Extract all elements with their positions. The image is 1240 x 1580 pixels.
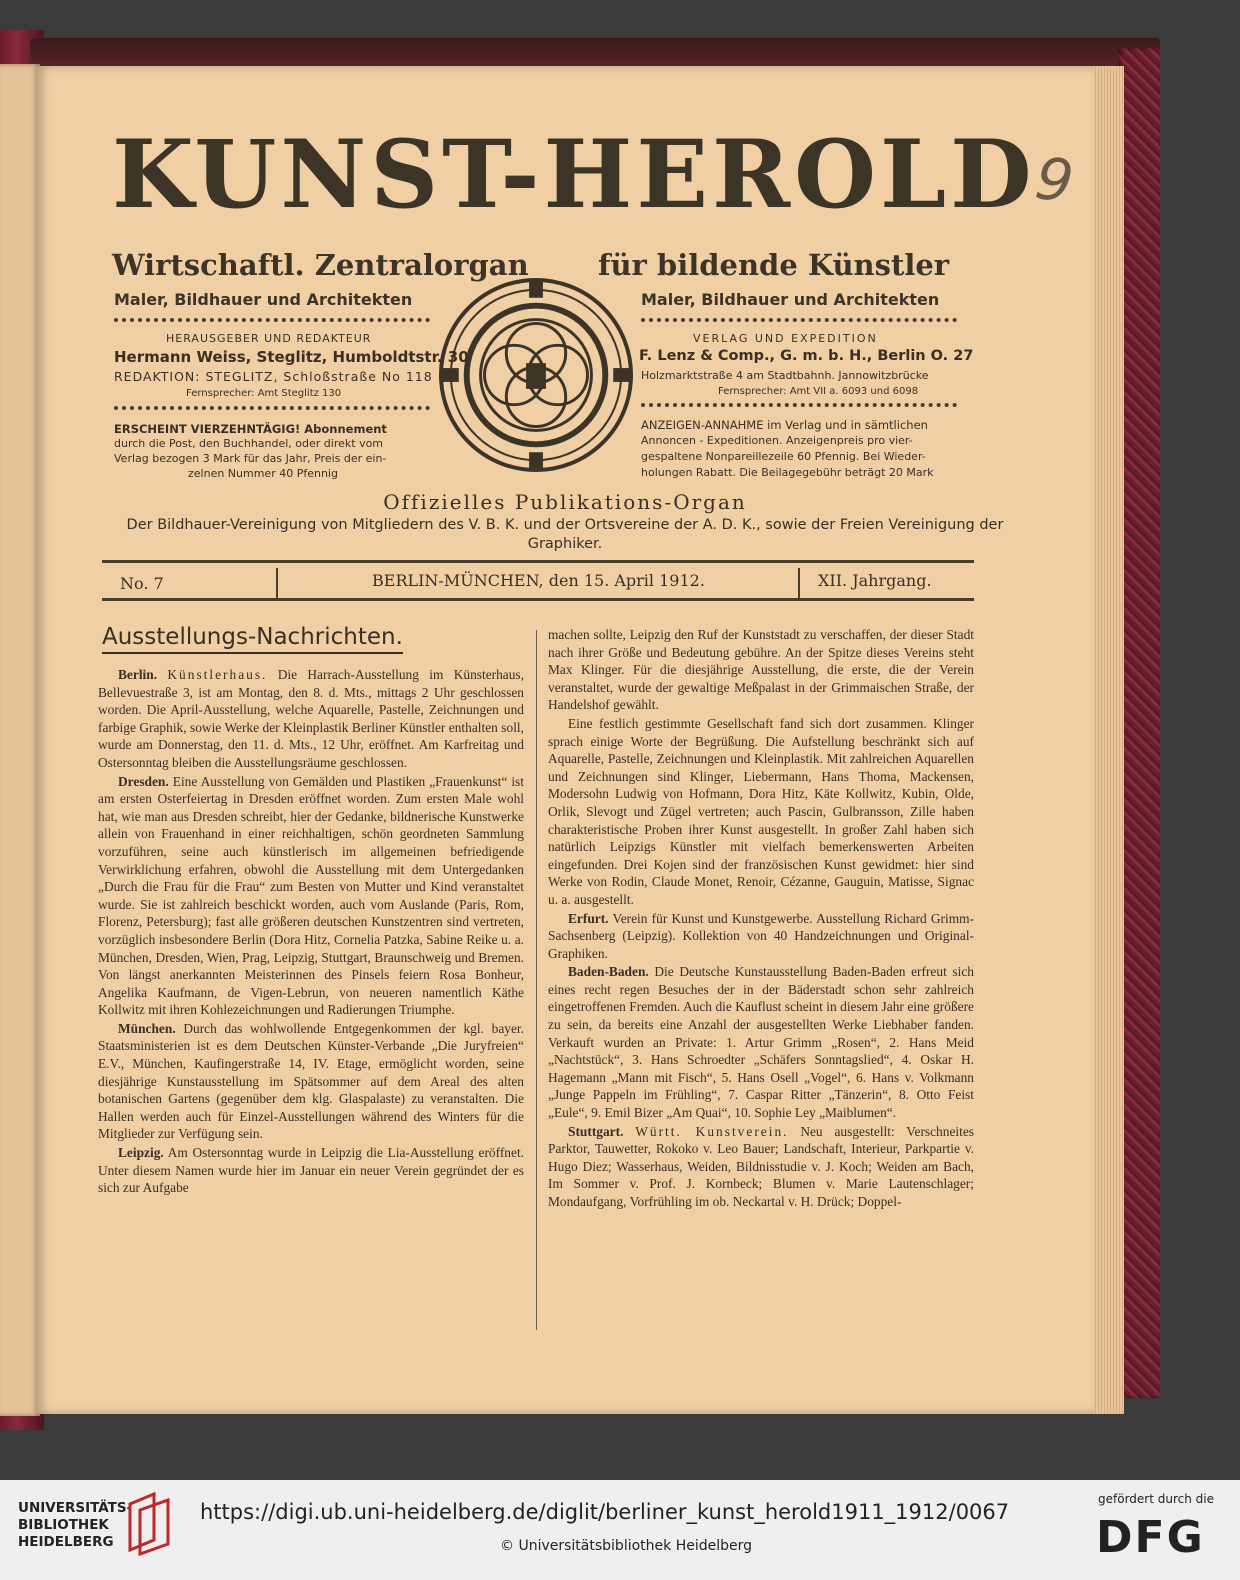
subscription-line: ERSCHEINT VIERZEHNTÄGIG! Abonnement	[114, 422, 387, 436]
left-page-edge	[0, 64, 40, 1416]
subtitle-right: für bildende Künstler	[598, 248, 950, 282]
pencil-page-number: 9	[1031, 143, 1078, 217]
article-city: Berlin.	[118, 667, 158, 682]
subscription-line: durch die Post, den Buchhandel, oder direkt vom	[114, 437, 384, 450]
issue-divider	[276, 568, 278, 598]
book-binding-right	[1118, 48, 1160, 1398]
article-text: Eine Ausstellung von Gemälden und Plastiken „Frauenkunst“ ist am ersten Osterfeiertag in Dresden eröffnet worden. Zum ersten Male wohl hat, wie man aus Dresden schreibt, hier der Gedanke, bildnerische Kunstwerke allein von Frauenhand in einer reichhaltigen, schön geordneten Sammlung vorzuführen, seine auch künstlerisch im allgemeinen befriedigende Verwirklichung erfahren, obwohl die Ausstellung mit dem Untergedanken „Durch die Frau für die Frau“ zum Besten von Mutter und Kind veranstaltet wurde. Sie ist zahlreich beschickt worden, auch vom Auslande (Paris, Rom, Florenz, Petersburg); fast alle größeren deutschen Kunstzentren sind vertreten, vorzüglich insbesondere Berlin (Dora Hitz, Cornelia Patzka, Sabine Reike u. a. München, Dresden, Wien, Prag, Leipzig, Stuttgart, Braunschweig und Bremen. Von längst anerkannten Meisterinnen des Pinsels feiern Rosa Bonheur, Angelika Kaufmann, de Vigen-Lebrun, von neueren namentlich Käthe Kollwitz mit ihren Kohlezeichnungen und Radierungen Triumphe.	[98, 773, 524, 1018]
subtitle-left: Wirtschaftl. Zentralorgan	[112, 248, 529, 282]
ads-line: Annoncen - Expeditionen. Anzeigenpreis pro vier-	[641, 434, 913, 447]
page-url-link[interactable]: https://digi.ub.uni-heidelberg.de/diglit/berliner_kunst_herold1911_1912/0067	[200, 1500, 1010, 1524]
issue-rule-bottom	[102, 598, 974, 601]
left-column	[98, 666, 524, 1197]
publisher-phone: Fernsprecher: Amt VII a. 6093 und 6098	[718, 386, 919, 397]
article-paragraph	[98, 773, 524, 1019]
article-lead: Künstlerhaus.	[167, 667, 268, 682]
page-edges	[1090, 66, 1124, 1414]
dfg-logo: DFG	[1096, 1512, 1205, 1563]
article-paragraph	[98, 1020, 524, 1143]
article-text: Durch das wohlwollende Entgegenkommen der kgl. bayer. Staatsministerien ist es dem Deutschen Künster-Verbande „Die Juryfreien“ E.V., München, Kaufingerstraße 14, IV. Etage, ermöglicht worden, seine diesjährige Kunstausstellung im Spätsommer auf dem Areal des alten botanischen Gartens (gegenüber dem klg. Glaspalaste) zu veranstalten. Die Hallen werden auch für Einzel-Ausstellungen während des Winters für die Mitglieder zur Verfügung sein.	[98, 1020, 524, 1142]
dotted-divider	[114, 318, 430, 322]
dotted-divider	[641, 318, 957, 322]
article-paragraph	[548, 715, 974, 909]
article-paragraph	[548, 1123, 974, 1211]
official-organ-title: Offizielles Publikations-Organ	[383, 490, 747, 514]
audience-right: Maler, Bildhauer und Architekten	[641, 290, 940, 309]
article-city: Dresden.	[118, 773, 169, 789]
funded-by-label: gefördert durch die	[1098, 1492, 1214, 1506]
ads-line: ANZEIGEN-ANNAHME im Verlag und in sämtlichen	[641, 418, 928, 432]
library-logo-icon	[124, 1490, 174, 1556]
viewer-footer	[0, 1480, 1240, 1580]
article-text: Neu ausgestellt: Verschneites Parktor, Tauwetter, Rokoko v. Leo Bauer; Landschaft, Interieur, Parkpartie v. Hugo Diez; Wasserhaus, Weiden, Bildnisstudie v. J. Koch; Weiden am Bach, Im Sommer v. Prof. J. Kornbeck; Blumen v. Marie Lautenschlager; Mondaufgang, Vorfrühling im ob. Neckartal v. H. Drück; Doppel-	[548, 1123, 974, 1209]
subscription-line: Verlag bezogen 3 Mark für das Jahr, Preis der ein-	[114, 452, 387, 465]
section-title: Ausstellungs-Nachrichten.	[102, 624, 403, 654]
article-city: Erfurt.	[568, 910, 609, 926]
article-paragraph	[98, 666, 524, 772]
ads-line: holungen Rabatt. Die Beilagegebühr beträgt 20 Mark	[641, 466, 934, 479]
article-paragraph	[98, 1144, 524, 1197]
article-text: Verein für Kunst und Kunstgewerbe. Ausstellung Richard Grimm-Sachsenberg (Leipzig). Kollektion von 40 Handzeichnungen und Original-Graphiken.	[548, 910, 975, 961]
article-paragraph	[548, 910, 974, 963]
copyright-text: © Universitätsbibliothek Heidelberg	[500, 1538, 753, 1554]
article-lead: Württ. Kunstverein.	[635, 1123, 789, 1139]
issue-place-date: BERLIN-MÜNCHEN, den 15. April 1912.	[372, 571, 705, 590]
article-text: machen sollte, Leipzig den Ruf der Kunststadt zu verschaffen, der dieser Stadt nach ihrer Größe und Bedeutung gebühre. An der Spitze dieses Vereins steht Max Klinger. Für die diesjährige Ausstellung, die erste, die der Verein veranstaltet, wurde der gewaltige Meßpalast in der Grimmaischen Straße, der Handelshof gewählt.	[548, 627, 974, 713]
publisher-emblem	[437, 276, 635, 474]
ads-line: gespaltene Nonpareillezeile 60 Pfennig. Bei Wieder-	[641, 450, 926, 463]
editor-heading: HERAUSGEBER UND REDAKTEUR	[166, 332, 372, 345]
editor-redaktion: REDAKTION: STEGLITZ, Schloßstraße No 118	[114, 369, 433, 384]
right-column	[548, 626, 974, 1211]
dotted-divider	[114, 406, 430, 410]
library-name: UNIVERSITÄTS- BIBLIOTHEK HEIDELBERG	[18, 1500, 133, 1550]
audience-left: Maler, Bildhauer und Architekten	[114, 290, 413, 309]
editor-phone: Fernsprecher: Amt Steglitz 130	[186, 388, 342, 399]
publisher-heading: VERLAG UND EXPEDITION	[693, 332, 878, 345]
editor-name: Hermann Weiss, Steglitz, Humboldtstr. 30	[114, 348, 469, 366]
article-city: Stuttgart.	[568, 1123, 624, 1139]
article-paragraph	[548, 963, 974, 1121]
article-city: Leipzig.	[118, 1145, 164, 1161]
publisher-name: F. Lenz & Comp., G. m. b. H., Berlin O. 27	[639, 348, 974, 364]
official-organ-text: Der Bildhauer-Vereinigung von Mitgliedern des V. B. K. und der Ortsvereine der A. D. K., sowie der Freien Vereinigung der Graphiker.	[126, 517, 1004, 552]
subscription-line: zelnen Nummer 40 Pfennig	[188, 467, 338, 480]
article-text: Die Deutsche Kunstausstellung Baden-Baden erfreut sich eines recht regen Besuches der in der Bäderstadt schon sehr zahlreich eingetroffenen Fremden. Auch die Kauflust scheint in diesem Jahr eine größere zu sein, da bereits eine Anzahl der ausgestellten Werke Liebhaber fanden. Verkauft wurden an Private: 1. Artur Grimm „Rosen“, 2. Hans Meid „Nachtstück“, 3. Hans Schroedter „Schäfers Sonntagslied“, 4. Oskar H. Hagemann „Mann mit Fisch“, 5. Hans Osell „Vogel“, 6. Hans v. Volkmann „Junge Pappeln im Frühling“, 7. Caspar Ritter „Tänzerin“, 8. Otto Feist „Eule“, 9. Emil Bizer „Am Quai“, 10. Sophie Ley „Maiblumen“.	[548, 964, 974, 1121]
article-text: Am Ostersonntag wurde in Leipzig die Lia-Ausstellung eröffnet. Unter diesem Namen wurde hier im Januar ein neuer Verein gegründet der es sich zur Aufgabe	[98, 1145, 525, 1196]
issue-rule-top	[102, 560, 974, 563]
issue-number: No. 7	[120, 574, 164, 593]
article-city: München.	[118, 1020, 176, 1036]
publisher-address: Holzmarktstraße 4 am Stadtbahnh. Jannowitzbrücke	[641, 369, 929, 382]
article-city: Baden-Baden.	[568, 964, 649, 980]
newspaper-page	[36, 66, 1094, 1414]
article-text: Die Harrach-Ausstellung im Künsterhaus, Bellevuestraße 3, ist am Montag, den 8. d. Mts., mittags 2 Uhr geschlossen worden. Die April-Ausstellung, welche Aquarelle, Pastelle, Zeichnungen und farbige Graphik, sowie Werke der Kleinplastik Berliner Künstler enthalten soll, wurde am Donnerstag, den 11. d. Mts., 12 Uhr, eröffnet. Am Karfreitag und Ostersonntag bleiben die Ausstellungsräume geschlossen.	[98, 667, 524, 770]
article-paragraph	[548, 626, 974, 714]
issue-divider	[798, 568, 800, 598]
masthead-title: KUNST-HEROLD	[112, 120, 1036, 230]
column-divider	[536, 630, 537, 1330]
article-text: Eine festlich gestimmte Gesellschaft fand sich dort zusammen. Klinger sprach einige Worte der Begrüßung. Die Aufstellung beschränkt sich auf Aquarelle, Pastelle, Zeichnungen und Kleinplastik. Mit zahlreichen Aquarellen und Zeichnungen sind Klinger, Liebermann, Hans Thoma, Mackensen, Modersohn Ludwig von Hofmann, Dora Hitz, Käte Kollwitz, Kubin, Olde, Orlik, Slevogt und Zügel vertreten; auch Pascin, Gulbransson, Zille haben charakteristische Proben ihrer Kunst ausgestellt. In großer Zahl haben sich natürlich Leipzigs Künstler mit vielfach bemerkenswerten Arbeiten eingefunden. Drei Kojen sind der französischen Kunst gewidmet: hier sind Werke von Rodin, Claude Monet, Renoir, Cézanne, Gauguin, Matisse, Signac u. a. ausgestellt.	[548, 715, 974, 907]
dotted-divider	[641, 403, 957, 407]
issue-volume: XII. Jahrgang.	[818, 571, 932, 590]
book-binding-top	[30, 38, 1160, 68]
